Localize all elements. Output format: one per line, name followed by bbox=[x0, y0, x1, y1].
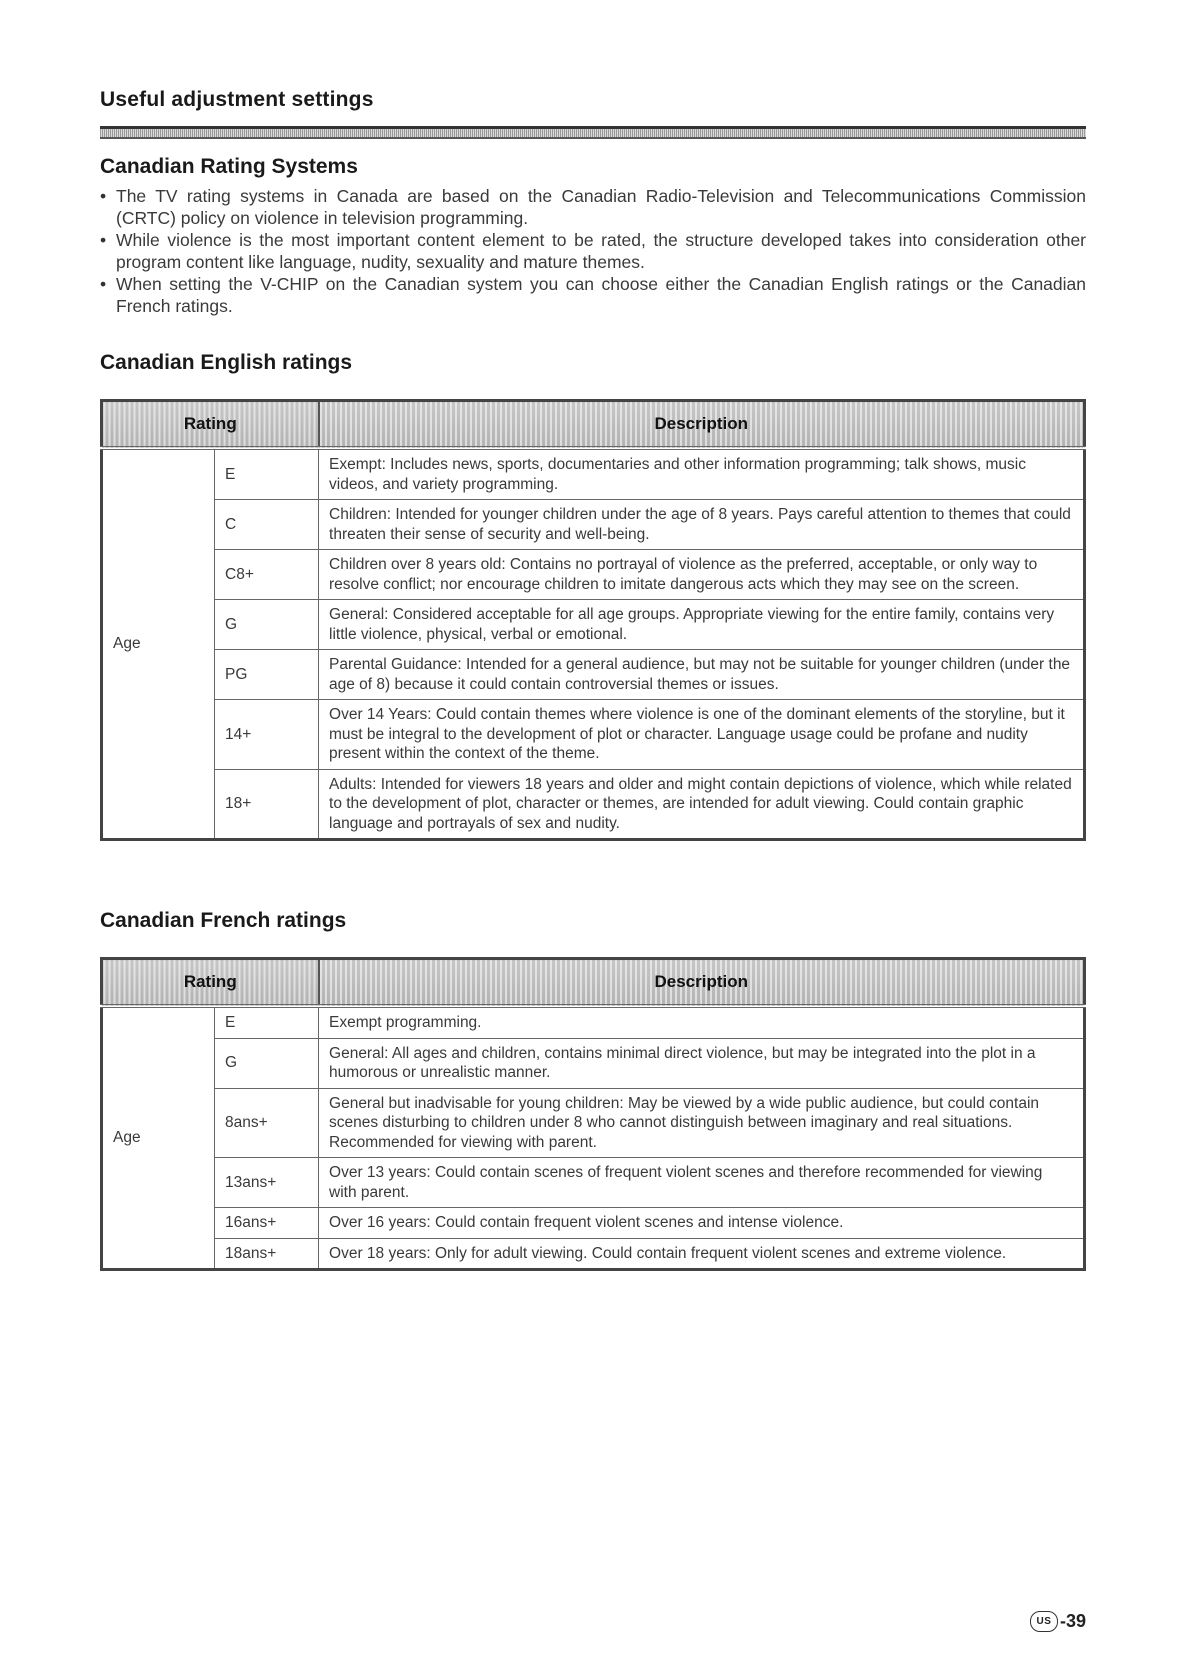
table-row bbox=[102, 1088, 1085, 1158]
table-header-row bbox=[102, 401, 1085, 449]
rating-code: C bbox=[215, 500, 319, 550]
table-row bbox=[102, 1038, 1085, 1088]
rating-description: Over 16 years: Could contain frequent violent scenes and intense violence. bbox=[319, 1208, 1085, 1239]
description-column-header: Description bbox=[319, 959, 1085, 1007]
table-row bbox=[102, 769, 1085, 840]
rating-code: E bbox=[215, 1006, 319, 1038]
table-row bbox=[102, 700, 1085, 770]
age-group-cell: Age bbox=[102, 448, 215, 840]
rating-code: C8+ bbox=[215, 550, 319, 600]
region-badge: US bbox=[1030, 1611, 1058, 1632]
table-row bbox=[102, 550, 1085, 600]
table-row bbox=[102, 1006, 1085, 1038]
table-row bbox=[102, 500, 1085, 550]
bullet-item: • While violence is the most important content element to be rated, the structure developed takes into consideration other program content like language, nudity, sexuality and mature themes. bbox=[100, 229, 1086, 273]
bullet-item: • The TV rating systems in Canada are based on the Canadian Radio-Television and Telecommunications Commission (CRTC) policy on violence in television programming. bbox=[100, 185, 1086, 229]
rating-code: 16ans+ bbox=[215, 1208, 319, 1239]
english-ratings-table bbox=[100, 399, 1086, 841]
rating-description: Exempt: Includes news, sports, documentaries and other information programming; talk shows, music videos, and variety programming. bbox=[319, 448, 1085, 500]
rating-description: Children over 8 years old: Contains no portrayal of violence as the preferred, acceptable, or only way to resolve conflict; nor encourage children to imitate dangerous acts which they may see on the screen. bbox=[319, 550, 1085, 600]
manual-page bbox=[100, 88, 1086, 1271]
rating-code: E bbox=[215, 448, 319, 500]
rating-description: Parental Guidance: Intended for a general audience, but may not be suitable for younger children (under the age of 8) because it could contain controversial themes or issues. bbox=[319, 650, 1085, 700]
table-row bbox=[102, 650, 1085, 700]
age-group-cell: Age bbox=[102, 1006, 215, 1270]
rating-description: General but inadvisable for young children: May be viewed by a wide public audience, but could contain scenes disturbing to children under 8 who cannot distinguish between imaginary and real situations. Recommended for viewing with parent. bbox=[319, 1088, 1085, 1158]
table-row bbox=[102, 1208, 1085, 1239]
rating-code: 8ans+ bbox=[215, 1088, 319, 1158]
rating-description: Over 13 years: Could contain scenes of frequent violent scenes and therefore recommended for viewing with parent. bbox=[319, 1158, 1085, 1208]
rating-description: Over 14 Years: Could contain themes where violence is one of the dominant elements of the storyline, but it must be integral to the development of plot or character. Language usage could be profane and nudity present within the context of the theme. bbox=[319, 700, 1085, 770]
rating-code: 18+ bbox=[215, 769, 319, 840]
title-rule bbox=[100, 126, 1086, 139]
rating-systems-list bbox=[100, 185, 1086, 317]
rating-description: Exempt programming. bbox=[319, 1006, 1085, 1038]
description-column-header: Description bbox=[319, 401, 1085, 449]
rating-code: PG bbox=[215, 650, 319, 700]
rating-description: General: Considered acceptable for all age groups. Appropriate viewing for the entire family, contains very little violence, physical, verbal or emotional. bbox=[319, 600, 1085, 650]
rating-description: General: All ages and children, contains minimal direct violence, but may be integrated into the plot in a humorous or unrealistic manner. bbox=[319, 1038, 1085, 1088]
bullet-item: • When setting the V-CHIP on the Canadian system you can choose either the Canadian English ratings or the Canadian French ratings. bbox=[100, 273, 1086, 317]
rating-code: G bbox=[215, 600, 319, 650]
rating-description: Adults: Intended for viewers 18 years and older and might contain depictions of violence, which while related to the development of plot, character or themes, are intended for adult viewing. Could contain graphic language and portrayals of sex and nudity. bbox=[319, 769, 1085, 840]
english-ratings-heading: Canadian English ratings bbox=[100, 351, 353, 374]
table-header-row bbox=[102, 959, 1085, 1007]
rating-description: Over 18 years: Only for adult viewing. Could contain frequent violent scenes and extreme violence. bbox=[319, 1238, 1085, 1270]
rating-column-header: Rating bbox=[102, 401, 319, 449]
page-footer bbox=[1030, 1611, 1086, 1632]
section-title: Useful adjustment settings bbox=[100, 88, 374, 111]
table-row bbox=[102, 448, 1085, 500]
table-row bbox=[102, 1158, 1085, 1208]
french-ratings-table bbox=[100, 957, 1086, 1271]
french-ratings-heading: Canadian French ratings bbox=[100, 909, 347, 932]
table-row bbox=[102, 1238, 1085, 1270]
rating-systems-heading: Canadian Rating Systems bbox=[100, 155, 358, 178]
rating-column-header: Rating bbox=[102, 959, 319, 1007]
rating-code: G bbox=[215, 1038, 319, 1088]
rating-code: 18ans+ bbox=[215, 1238, 319, 1270]
page-number: -39 bbox=[1059, 1611, 1086, 1631]
rating-code: 14+ bbox=[215, 700, 319, 770]
rating-code: 13ans+ bbox=[215, 1158, 319, 1208]
rating-description: Children: Intended for younger children under the age of 8 years. Pays careful attention to themes that could threaten their sense of security and well-being. bbox=[319, 500, 1085, 550]
table-row bbox=[102, 600, 1085, 650]
